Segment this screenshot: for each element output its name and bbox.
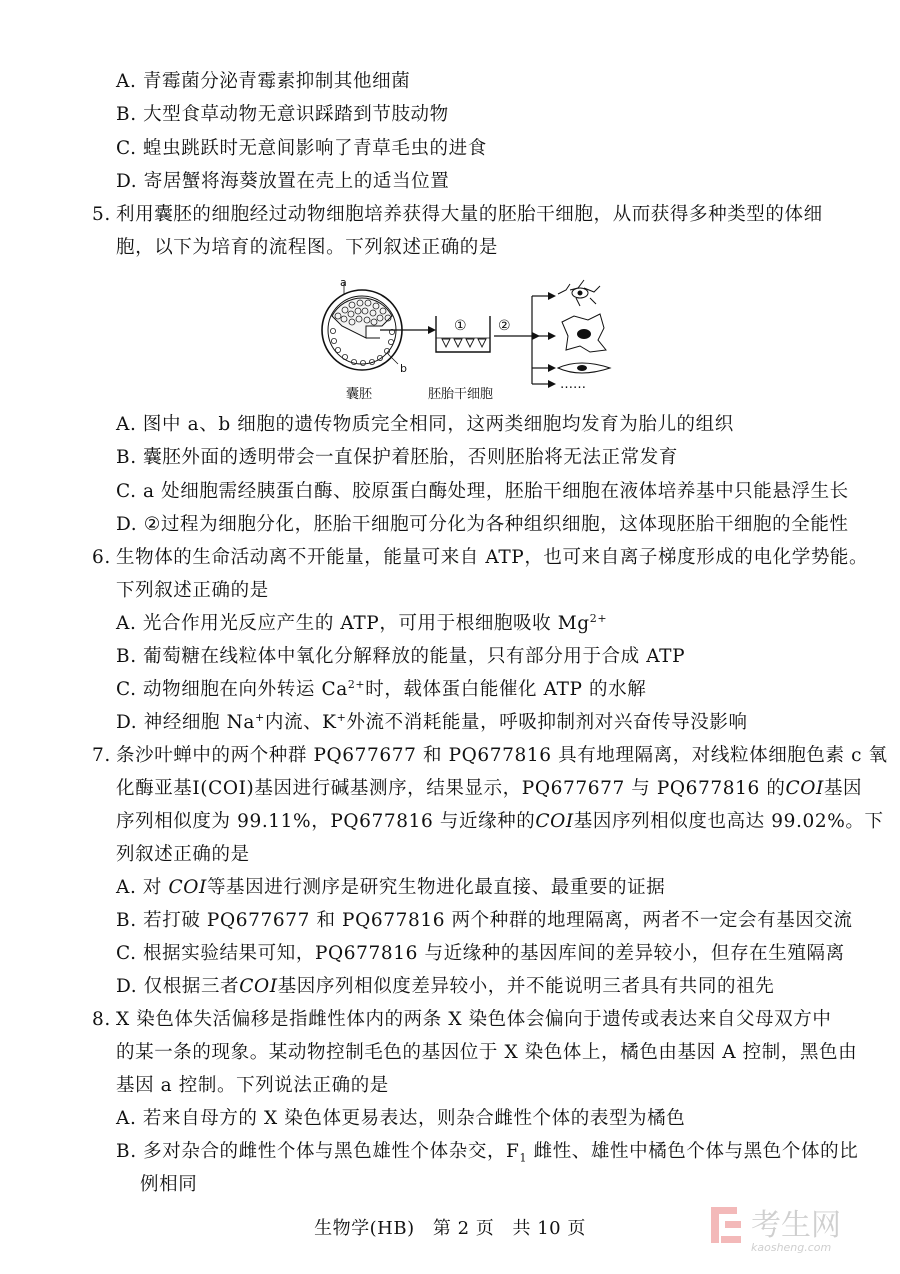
q5-option-d: D. ②过程为细胞分化，胚胎干细胞可分化为各种组织细胞，这体现胚胎干细胞的全能性 [116, 514, 849, 535]
q4-option-d: D. 寄居蟹将海葵放置在壳上的适当位置 [116, 171, 450, 192]
footer-subject: 生物学(HB) [314, 1218, 415, 1239]
q8-option-a: A. 若来自母方的 X 染色体更易表达，则杂合雌性个体的表型为橘色 [116, 1108, 686, 1129]
q6-option-d: D. 神经细胞 Na+内流、K+外流不消耗能量，呼吸抑制剂对兴奋传导没影响 [116, 710, 748, 733]
q6-number: 6. [92, 547, 111, 568]
q6-stem-line2: 下列叙述正确的是 [116, 580, 269, 601]
q8-option-b-line2: 例相同 [140, 1174, 198, 1195]
q6-stem-line1: 生物体的生命活动离不开能量，能量可来自 ATP，也可来自离子梯度形成的电化学势能。 [116, 547, 869, 568]
q5-option-b: B. 囊胚外面的透明带会一直保护着胚胎，否则胚胎将无法正常发育 [116, 447, 678, 468]
more-cells-ellipsis: …… [560, 377, 586, 392]
q5-option-a: A. 图中 a、b 细胞的遗传物质完全相同，这两类细胞均发育为胎儿的组织 [116, 414, 734, 435]
q7-option-c: C. 根据实验结果可知，PQ677816 与近缘种的基因库间的差异较小，但存在生殖隔离 [116, 943, 845, 964]
branch-arrows [532, 292, 556, 388]
q5-stem-line1: 利用囊胚的细胞经过动物细胞培养获得大量的胚胎干细胞，从而获得多种类型的体细 [116, 204, 823, 225]
irregular-cell [562, 314, 606, 352]
q8-number: 8. [92, 1009, 111, 1030]
caption-blastocyst: 囊胚 [346, 387, 373, 402]
label-b: b [400, 362, 407, 375]
q6-option-b: B. 葡萄糖在线粒体中氧化分解释放的能量，只有部分用于合成 ATP [116, 646, 686, 667]
q5-option-c: C. a 处细胞需经胰蛋白酶、胶原蛋白酶处理，胚胎干细胞在液体培养基中只能悬浮生长 [116, 481, 849, 502]
step-2-label: ② [498, 318, 511, 334]
q6-option-a: A. 光合作用光反应产生的 ATP，可用于根细胞吸收 $Mg^{2+}$ [116, 611, 608, 634]
watermark-name: 考生网 [751, 1208, 841, 1243]
q6-stem [92, 546, 869, 570]
q7-option-a: A. 对 COI等基因进行测序是研究生物进化最直接、最重要的证据 [116, 877, 666, 898]
q7-stem-line3: 序列相似度为 99.11%，PQ677816 与近缘种的COI基因序列相似度也高达 99.02%。下 [116, 811, 884, 832]
label-a: a [340, 276, 347, 289]
q4-option-c: C. 蝗虫跳跃时无意间影响了青草毛虫的进食 [116, 138, 487, 159]
q7-stem-line4: 列叙述正确的是 [116, 844, 250, 865]
q8-stem-line2: 的某一条的现象。某动物控制毛色的基因位于 X 染色体上，橘色由基因 A 控制，黑色由 [116, 1042, 858, 1063]
step-1-label: ① [454, 318, 467, 334]
q7-stem: 7. 条沙叶蝉中的两个种群 PQ677677 和 PQ677816 具有地理隔离，对线粒体细胞色素 c 氧 [92, 745, 888, 766]
q8-stem: 8. X 染色体失活偏移是指雌性体内的两条 X 染色体会偏向于遗传或表达来自父母双方中 [92, 1009, 832, 1030]
caption-esc: 胚胎干细胞 [428, 387, 494, 402]
spindle-cell [558, 363, 610, 373]
q5-number: 5. [92, 204, 111, 225]
kaosheng-watermark-logo [707, 1199, 857, 1259]
q7-option-d: D. 仅根据三者COI基因序列相似度差异较小，并不能说明三者具有共同的祖先 [116, 976, 775, 997]
q8-option-b: B. 多对杂合的雌性个体与黑色雄性个体杂交，$F_1$ 雌性、雄性中橘色个体与黑色个体的比 [116, 1141, 859, 1165]
q6-option-c: C. 动物细胞在向外转运 $Ca^{2+}$时，载体蛋白能催化 ATP 的水解 [116, 677, 647, 700]
q7-option-b: B. 若打破 PQ677677 和 PQ677816 两个种群的地理隔离，两者不一定会有基因交流 [116, 910, 853, 931]
footer-page: 第 2 页 [432, 1218, 495, 1239]
footer-total: 共 10 页 [512, 1218, 586, 1239]
blastocyst-illustration [322, 282, 402, 370]
watermark-url: kaosheng.com [751, 1241, 832, 1254]
blastocyst-flow-diagram [318, 276, 618, 404]
q4-option-b: B. 大型食草动物无意识踩踏到节肢动物 [116, 104, 449, 125]
q8-stem-line3: 基因 a 控制。下列说法正确的是 [116, 1075, 389, 1096]
q7-stem-line2: 化酶亚基Ⅰ(COⅠ)基因进行碱基测序，结果显示，PQ677677 与 PQ677816 的COI基因 [116, 778, 863, 799]
q5-stem [92, 203, 823, 227]
q4-option-a: A. 青霉菌分泌青霉素抑制其他细菌 [116, 71, 411, 92]
q7-number: 7. [92, 745, 111, 766]
q5-stem-line2: 胞，以下为培育的流程图。下列叙述正确的是 [116, 237, 499, 258]
neuron-cell [558, 280, 600, 306]
